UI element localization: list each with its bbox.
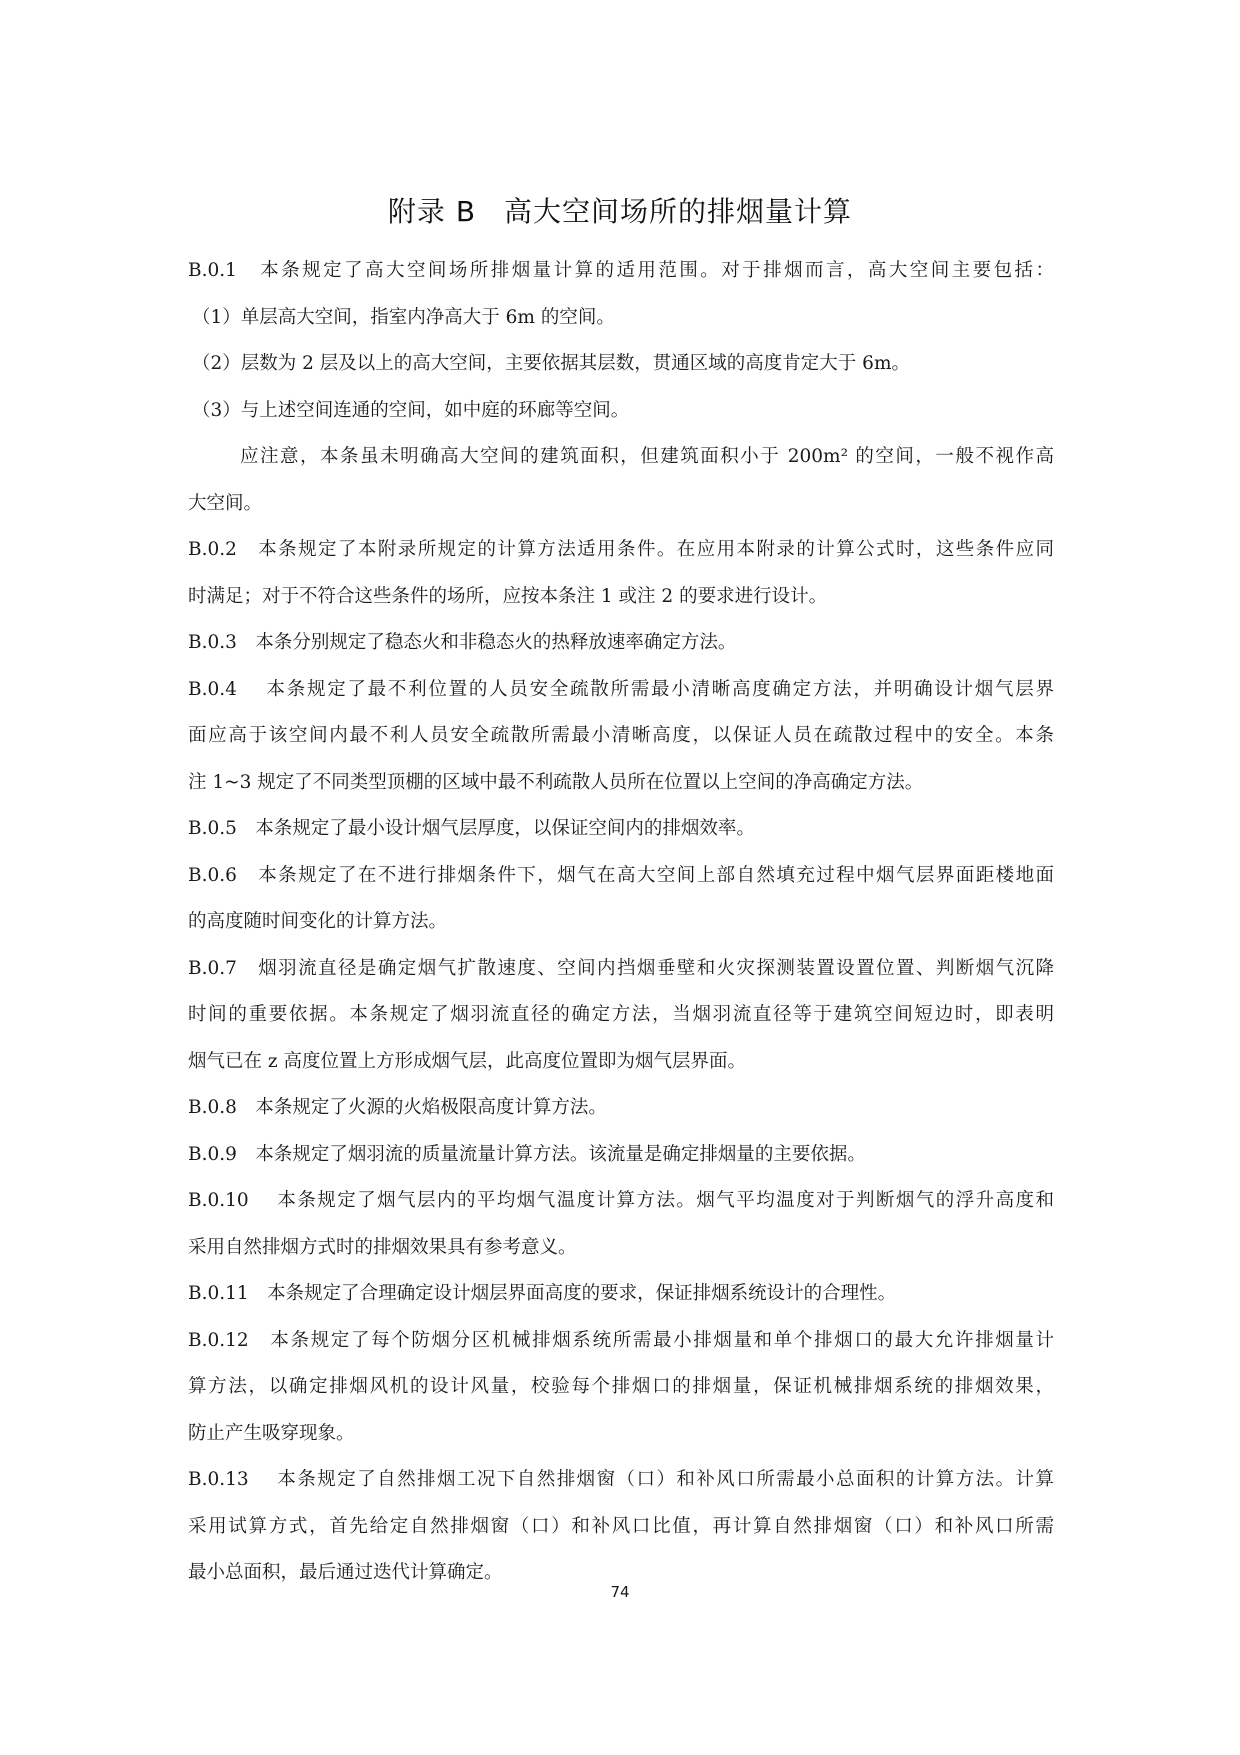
text-line: 最小总面积，最后通过迭代计算确定。 — [188, 1562, 503, 1583]
text-line: 大空间。 — [188, 492, 263, 514]
text-line: B.0.12 本条规定了每个防烟分区机械排烟系统所需最小排烟量和单个排烟口的最大允许排烟量计 — [188, 1329, 1054, 1351]
text-line: B.0.8 本条规定了火源的火焰极限高度计算方法。 — [188, 1097, 607, 1118]
text-line: 采用试算方式，首先给定自然排烟窗（口）和补风口比值，再计算自然排烟窗（口）和补风口所需 — [188, 1515, 1054, 1537]
text-line: B.0.6 本条规定了在不进行排烟条件下，烟气在高大空间上部自然填充过程中烟气层界面距楼地面 — [188, 864, 1054, 886]
text-line: （1）单层高大空间，指室内净高大于 6m 的空间。 — [192, 306, 615, 328]
page-title — [0, 190, 1240, 230]
text-line: （3）与上述空间连通的空间，如中庭的环廊等空间。 — [192, 399, 630, 421]
text-line: （2）层数为 2 层及以上的高大空间，主要依据其层数，贯通区域的高度肯定大于 6m。 — [192, 353, 910, 374]
text-line: 应注意，本条虽未明确高大空间的建筑面积，但建筑面积小于 200m² 的空间，一般不视作高 — [240, 446, 1054, 467]
appendix-title: 高大空间场所的排烟量计算 — [504, 195, 853, 228]
text-line: B.0.7 烟羽流直径是确定烟气扩散速度、空间内挡烟垂壁和火灾探测装置设置位置、判断烟气沉降 — [188, 957, 1054, 979]
page-number: 74 — [610, 1583, 630, 1601]
text-line: 面应高于该空间内最不利人员安全疏散所需最小清晰高度，以保证人员在疏散过程中的安全。本条 — [188, 725, 1054, 746]
text-line: B.0.11 本条规定了合理确定设计烟层界面高度的要求，保证排烟系统设计的合理性。 — [188, 1283, 897, 1304]
text-line: 算方法，以确定排烟风机的设计风量，校验每个排烟口的排烟量，保证机械排烟系统的排烟效果， — [188, 1376, 1054, 1397]
text-line: B.0.9 本条规定了烟羽流的质量流量计算方法。该流量是确定排烟量的主要依据。 — [188, 1143, 866, 1165]
text-line: B.0.10 本条规定了烟气层内的平均烟气温度计算方法。烟气平均温度对于判断烟气的浮升高度和 — [188, 1190, 1054, 1211]
text-line: B.0.3 本条分别规定了稳态火和非稳态火的热释放速率确定方法。 — [188, 632, 737, 653]
appendix-label: 附录 B — [387, 195, 477, 228]
text-line: 烟气已在 z 高度位置上方形成烟气层，此高度位置即为烟气层界面。 — [188, 1050, 747, 1072]
text-line: 采用自然排烟方式时的排烟效果具有参考意义。 — [188, 1236, 577, 1258]
text-line: B.0.5 本条规定了最小设计烟气层厚度，以保证空间内的排烟效率。 — [188, 818, 755, 839]
text-line: B.0.13 本条规定了自然排烟工况下自然排烟窗（口）和补风口所需最小总面积的计算方法。计算 — [188, 1469, 1054, 1490]
body-text — [188, 248, 1054, 1597]
text-line: 防止产生吸穿现象。 — [188, 1422, 355, 1444]
text-line: B.0.2 本条规定了本附录所规定的计算方法适用条件。在应用本附录的计算公式时，这些条件应同 — [188, 539, 1054, 560]
text-line: 的高度随时间变化的计算方法。 — [188, 911, 448, 932]
text-line: 时满足；对于不符合这些条件的场所，应按本条注 1 或注 2 的要求进行设计。 — [188, 585, 828, 607]
text-line: B.0.4 本条规定了最不利位置的人员安全疏散所需最小清晰高度确定方法，并明确设计烟气层界 — [188, 678, 1054, 700]
text-line: 时间的重要依据。本条规定了烟羽流直径的确定方法，当烟羽流直径等于建筑空间短边时，即表明 — [188, 1004, 1054, 1025]
text-line: 注 1~3 规定了不同类型顶棚的区域中最不利疏散人员所在位置以上空间的净高确定方法。 — [188, 771, 924, 793]
text-line: B.0.1 本条规定了高大空间场所排烟量计算的适用范围。对于排烟而言，高大空间主要包括： — [188, 260, 1054, 281]
